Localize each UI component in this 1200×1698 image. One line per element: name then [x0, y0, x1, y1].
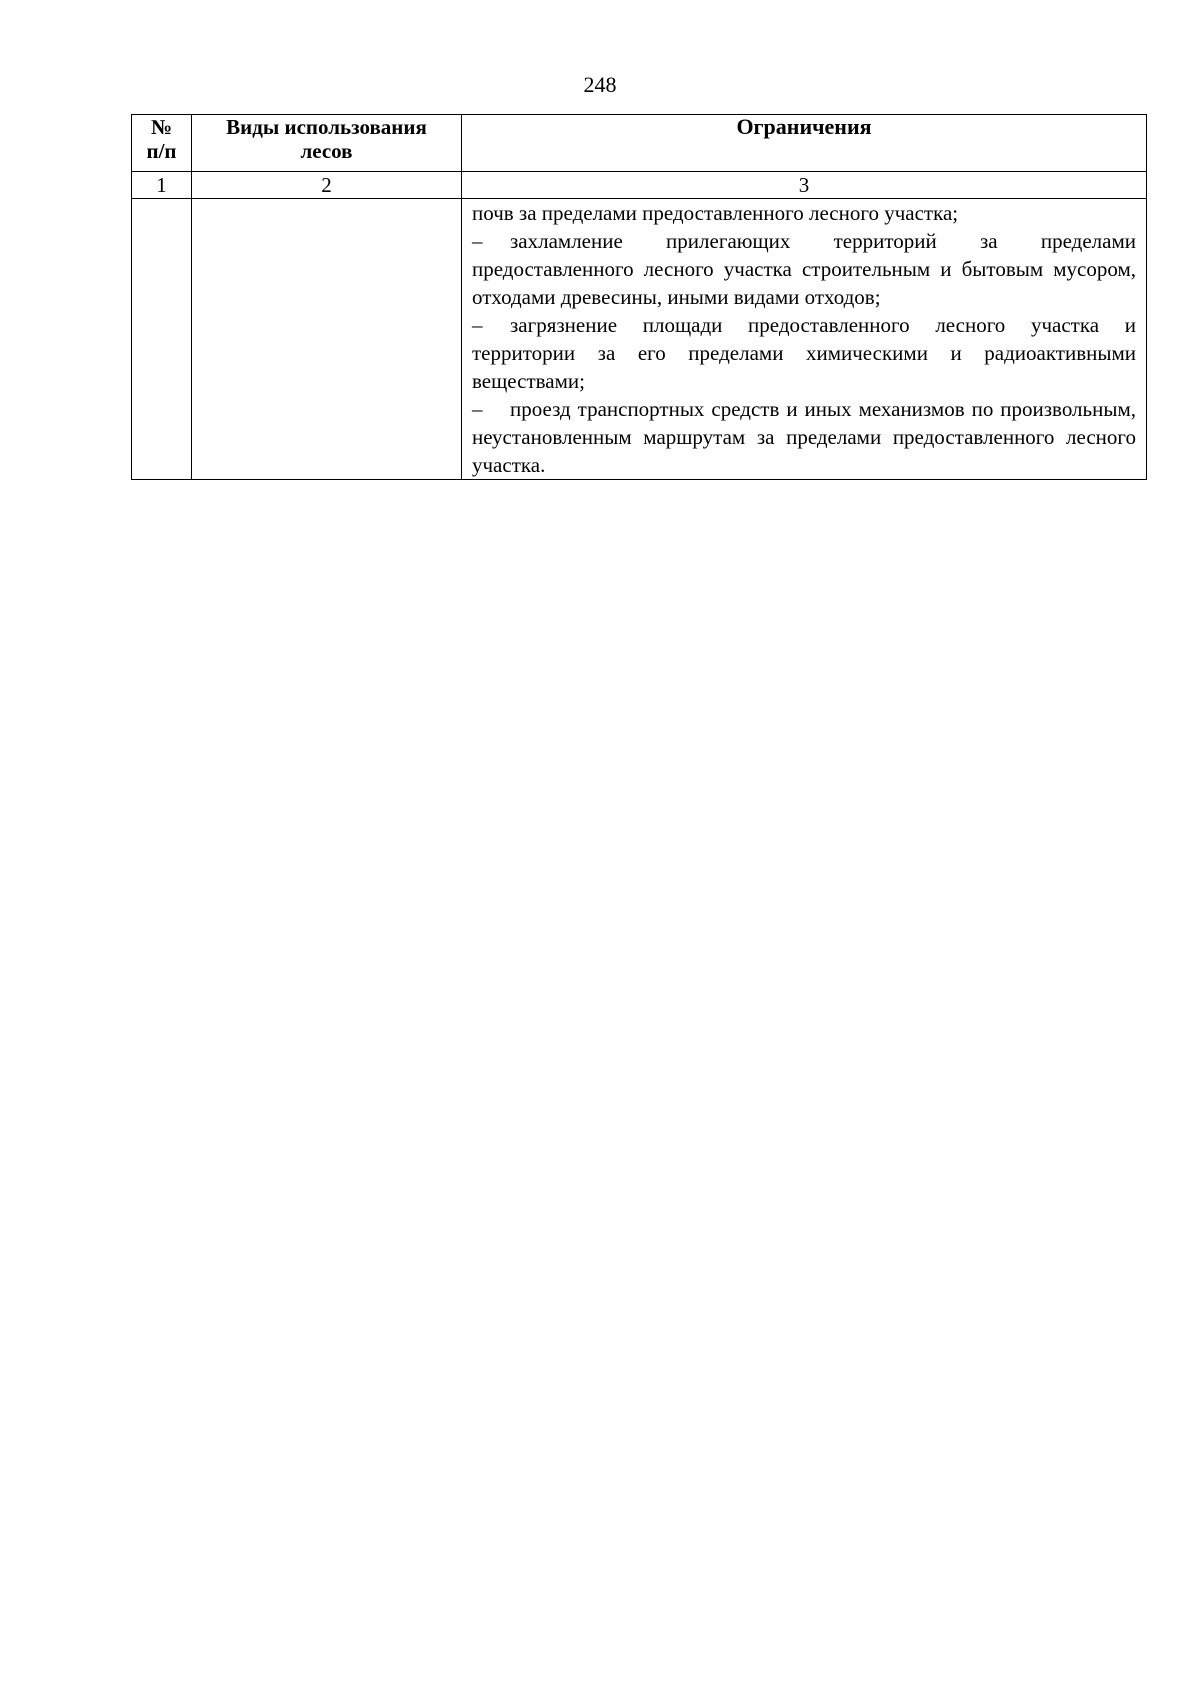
dash-bullet: –: [472, 229, 483, 253]
row-number-cell: [132, 199, 192, 480]
restriction-line-continuation: почв за пределами предоставленного лесного участка;: [472, 201, 959, 225]
dash-bullet: –: [472, 313, 483, 337]
column-numbering-row: [132, 172, 1147, 199]
row-use-type-cell: [192, 199, 462, 480]
table-header-row: [132, 115, 1147, 172]
restriction-item-pollution: – загрязнение площади предоставленного лесного участка и территории за его пределами химическими и радиоактивными веществами;: [472, 313, 1136, 393]
column-number-3: 3: [462, 172, 1147, 199]
restriction-item-littering: – захламление прилегающих территорий за пределами предоставленного лесного участка строительным и бытовым мусором, отходами древесины, иными видами отходов;: [472, 229, 1136, 309]
header-number: № п/п: [132, 115, 192, 172]
restrictions-table: [131, 114, 1147, 480]
header-forest-use-types: Виды использования лесов: [192, 115, 462, 172]
header-restrictions: Ограничения: [462, 115, 1147, 172]
page-number: 248: [583, 72, 617, 97]
column-number-2: 2: [192, 172, 462, 199]
dash-bullet: –: [472, 397, 483, 421]
restriction-item-vehicle-passage: – проезд транспортных средств и иных механизмов по произвольным, неустановленным маршрутам за пределами предоставленного лесного участка.: [472, 397, 1136, 477]
column-number-1: 1: [132, 172, 192, 199]
row-restrictions-cell: [462, 199, 1147, 480]
table-row: [132, 199, 1147, 480]
